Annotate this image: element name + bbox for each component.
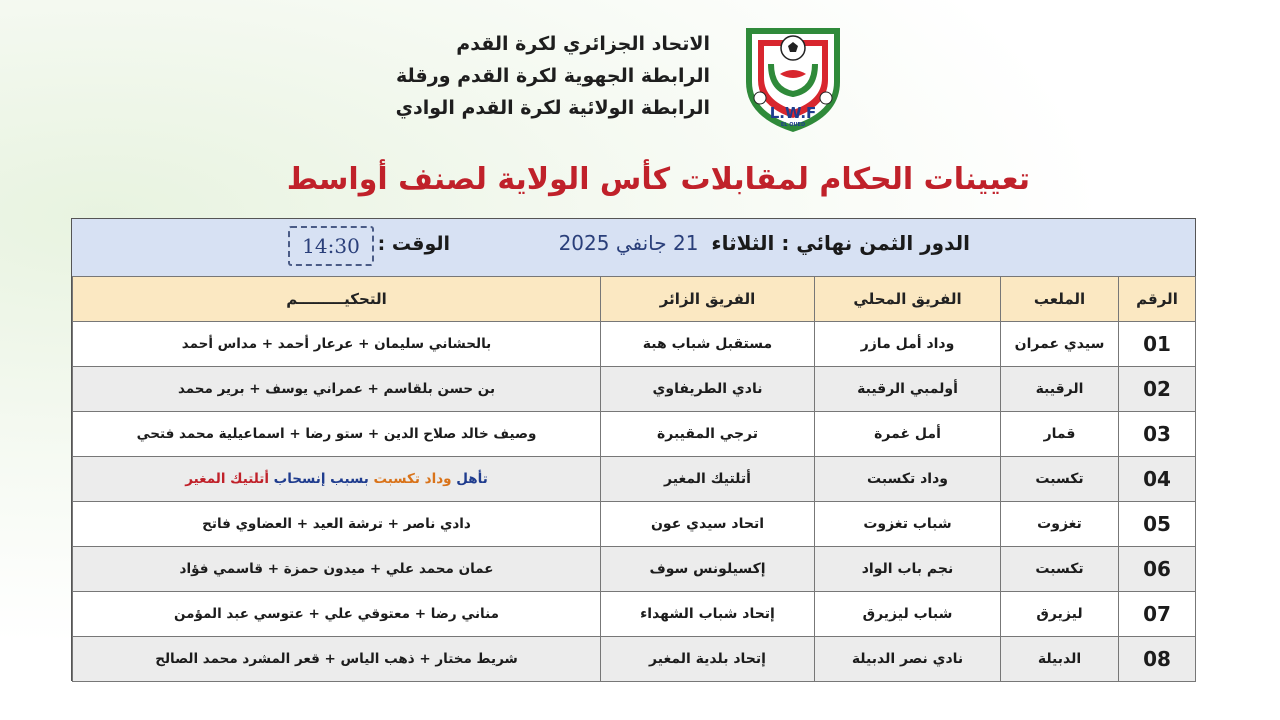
cell-num: 07 [1119,592,1196,637]
table-row [73,367,1196,412]
cell-num: 08 [1119,637,1196,682]
cell-stadium: الرقيبة [1001,367,1119,412]
cell-away: اتحاد سيدي عون [601,502,815,547]
col-header-stadium: الملعب [1001,277,1119,322]
cell-stadium: ليزيرق [1001,592,1119,637]
cell-referees: وصيف خالد صلاح الدين + ستو رضا + اسماعيلية محمد فتحي [73,412,601,457]
cell-num: 04 [1119,457,1196,502]
page-title: تعيينات الحكام لمقابلات كأس الولاية لصنف أواسط [286,162,1030,197]
table-row [73,547,1196,592]
cell-home: وداد أمل مازر [815,322,1001,367]
cell-num: 01 [1119,322,1196,367]
cell-num: 02 [1119,367,1196,412]
header-line-wilaya: الرابطة الولائية لكرة القدم الوادي [395,97,710,119]
round-label: الدور الثمن نهائي : الثلاثاء [711,231,970,255]
time-value: 14:30 [288,226,374,266]
assignments-table [71,218,1196,681]
cell-stadium: سيدي عمران [1001,322,1119,367]
note-qualified-team: وداد تكسبت [373,471,452,487]
cell-referees: عمان محمد علي + ميدون حمزة + قاسمي فؤاد [73,547,601,592]
matches-table [72,276,1196,682]
cell-home: أمل غمرة [815,412,1001,457]
note-qualified: تأهل [456,471,488,487]
header-line-federation: الاتحاد الجزائري لكرة القدم [456,33,710,55]
cell-home: نادي نصر الدبيلة [815,637,1001,682]
cell-home: نجم باب الواد [815,547,1001,592]
round-date: 21 جانفي 2025 [558,231,699,255]
note-withdrawn-team: أتلتيك المغير [185,471,269,487]
cell-home: شباب ليزيرق [815,592,1001,637]
cell-away: نادي الطريفاوي [601,367,815,412]
logo-text: L.W.F [769,104,817,122]
table-row [73,457,1196,502]
cell-referees: مناني رضا + معتوقي علي + عتوسي عبد المؤمن [73,592,601,637]
round-info [559,231,970,255]
cell-away: ترجي المقيبرة [601,412,815,457]
cell-away: إتحاد بلدية المغير [601,637,815,682]
federation-header [380,28,710,124]
note-reason: بسبب إنسحاب [273,471,369,487]
table-header-row [73,277,1196,322]
cell-home: شباب تغزوت [815,502,1001,547]
col-header-away: الفريق الزائر [601,277,815,322]
cell-referees: بن حسن بلقاسم + عمراني يوسف + برير محمد [73,367,601,412]
time-label: الوقت : [377,233,450,255]
cell-away: إتحاد شباب الشهداء [601,592,815,637]
round-info-row [72,219,1195,277]
cell-referees: شريط مختار + ذهب الياس + قعر المشرد محمد الصالح [73,637,601,682]
cell-away: مستقبل شباب هبة [601,322,815,367]
header-line-regional: الرابطة الجهوية لكرة القدم ورقلة [396,65,710,87]
cell-withdrawal-note [73,457,601,502]
cell-away: إكسيلونس سوف [601,547,815,592]
cell-num: 03 [1119,412,1196,457]
col-header-num: الرقم [1119,277,1196,322]
table-row [73,412,1196,457]
cell-referees: دادي ناصر + ترشة العيد + العضاوي فاتح [73,502,601,547]
cell-stadium: تكسبت [1001,547,1119,592]
league-logo-icon [738,22,848,134]
logo-subtext: EL OUED [780,122,806,128]
cell-stadium: الدبيلة [1001,637,1119,682]
cell-referees: بالحشاني سليمان + عرعار أحمد + مداس أحمد [73,322,601,367]
cell-num: 05 [1119,502,1196,547]
cell-home: أولمبي الرقيبة [815,367,1001,412]
col-header-home: الفريق المحلي [815,277,1001,322]
table-row [73,502,1196,547]
table-row [73,637,1196,682]
cell-stadium: قمار [1001,412,1119,457]
table-row [73,592,1196,637]
table-row [73,322,1196,367]
cell-home: وداد تكسبت [815,457,1001,502]
cell-num: 06 [1119,547,1196,592]
cell-away: أتلتيك المغير [601,457,815,502]
cell-stadium: تكسبت [1001,457,1119,502]
col-header-referees: التحكيـــــــــم [73,277,601,322]
cell-stadium: تغزوت [1001,502,1119,547]
